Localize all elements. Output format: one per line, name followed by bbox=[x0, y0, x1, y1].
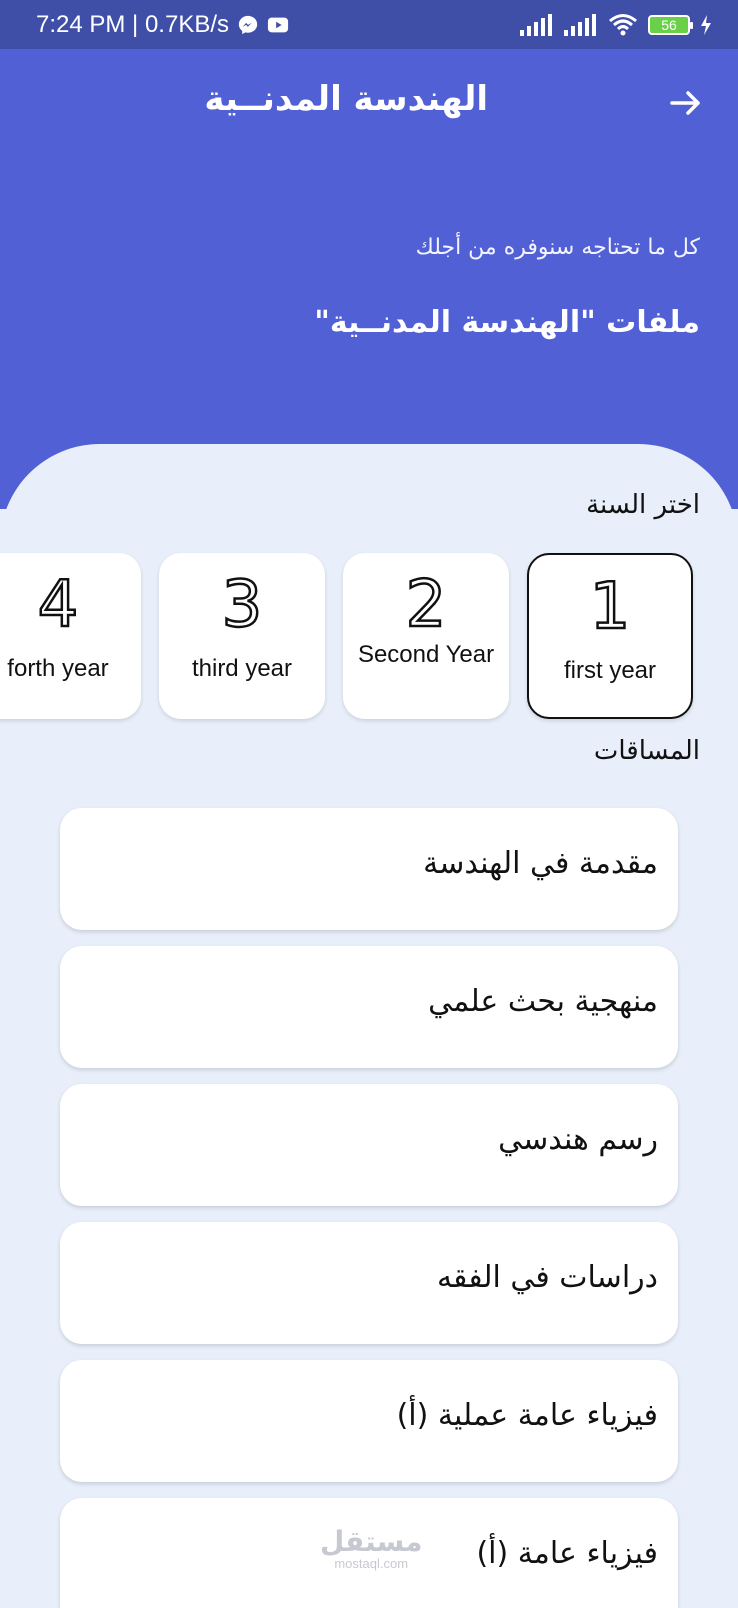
year-number: 2 bbox=[405, 568, 447, 642]
course-card[interactable] bbox=[60, 808, 678, 930]
course-title: فيزياء عامة عملية (أ) bbox=[396, 1398, 658, 1433]
headline: ملفات "الهندسة المدنــية" bbox=[314, 305, 700, 340]
course-card[interactable] bbox=[60, 946, 678, 1068]
year-name: forth year bbox=[7, 655, 109, 682]
course-title: دراسات في الفقه bbox=[436, 1260, 658, 1295]
youtube-icon bbox=[267, 14, 289, 36]
course-title: فيزياء عامة (أ) bbox=[476, 1536, 658, 1571]
year-name: third year bbox=[191, 655, 293, 682]
year-carousel[interactable] bbox=[7, 548, 700, 720]
year-card-1[interactable] bbox=[527, 553, 693, 719]
course-card[interactable] bbox=[60, 1084, 678, 1206]
course-card[interactable] bbox=[60, 1360, 678, 1482]
status-time: 7:24 PM | 0.7KB/s bbox=[36, 10, 229, 38]
year-card-2[interactable] bbox=[343, 553, 509, 719]
arrow-right-icon[interactable] bbox=[668, 85, 704, 121]
battery-icon: 56 bbox=[648, 15, 690, 35]
signal-icon-2 bbox=[564, 14, 598, 36]
courses-label: المساقات bbox=[593, 736, 700, 766]
course-title: مقدمة في الهندسة bbox=[423, 846, 658, 881]
year-name: Second Year bbox=[357, 641, 495, 668]
choose-year-label: اختر السنة bbox=[586, 490, 700, 520]
year-card-3[interactable] bbox=[159, 553, 325, 719]
status-left bbox=[36, 11, 289, 39]
wifi-icon bbox=[608, 13, 638, 37]
course-card[interactable] bbox=[60, 1222, 678, 1344]
year-card-4[interactable] bbox=[0, 553, 141, 719]
watermark bbox=[320, 1525, 423, 1571]
charging-icon bbox=[700, 15, 712, 35]
header bbox=[0, 49, 738, 509]
page-title: الهندسة المدنــية bbox=[204, 79, 488, 119]
content-sheet bbox=[0, 444, 738, 1600]
signal-icon bbox=[520, 14, 554, 36]
watermark-latin: mostaql.com bbox=[334, 1556, 409, 1571]
course-title: رسم هندسي bbox=[498, 1122, 658, 1157]
status-bar bbox=[0, 0, 738, 49]
tagline: كل ما تحتاجه سنوفره من أجلك bbox=[415, 235, 700, 260]
year-number: 1 bbox=[589, 570, 631, 644]
year-name: first year bbox=[563, 657, 656, 684]
year-number: 4 bbox=[37, 568, 79, 642]
messenger-icon bbox=[237, 14, 259, 36]
year-number: 3 bbox=[221, 568, 263, 642]
watermark-arabic: مستقل bbox=[320, 1525, 423, 1558]
status-right bbox=[520, 13, 712, 37]
course-title: منهجية بحث علمي bbox=[428, 984, 658, 1019]
